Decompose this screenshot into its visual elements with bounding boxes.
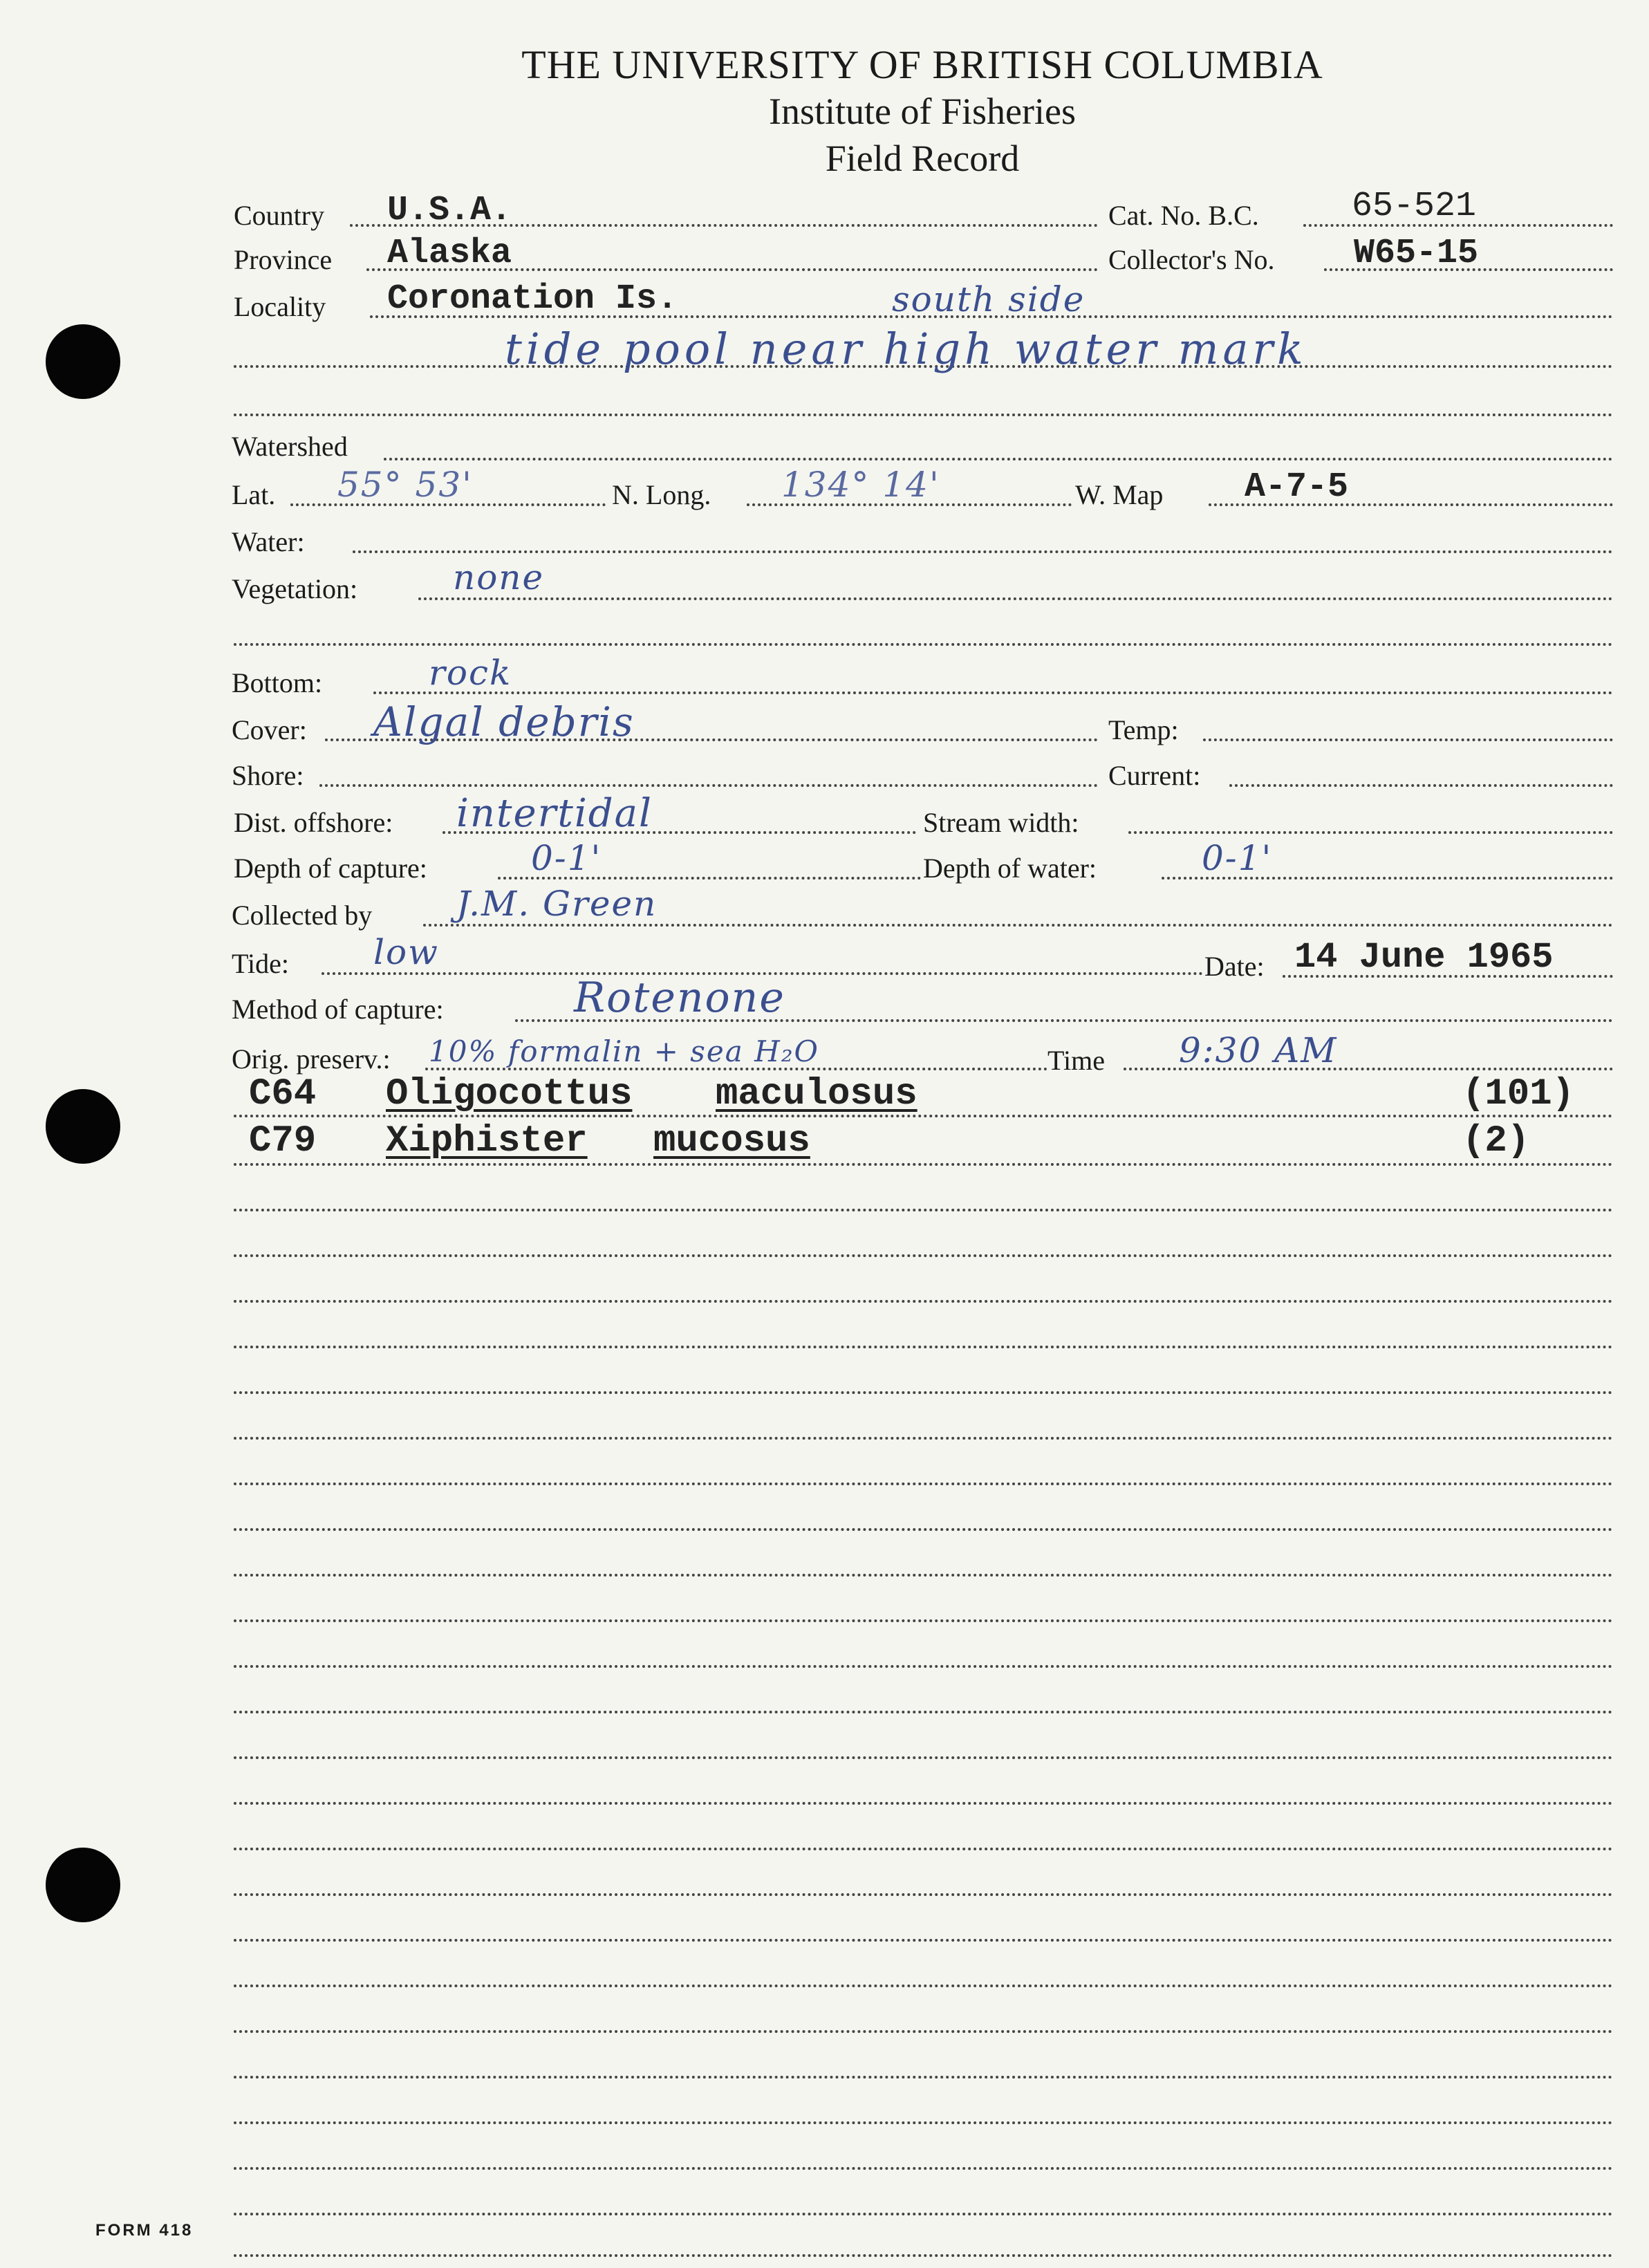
lat-value: 55° 53' [337, 465, 473, 505]
cat-no-value: 65-521 [1352, 187, 1477, 226]
map-value: A-7-5 [1245, 467, 1349, 507]
watershed-label: Watershed [232, 431, 348, 462]
blank-line [234, 1848, 1613, 1850]
tide-value: low [373, 932, 439, 972]
time-value: 9:30 AM [1179, 1030, 1338, 1070]
blank-line [234, 1802, 1613, 1805]
method-label: Method of capture: [232, 994, 444, 1025]
vegetation-line [418, 597, 1613, 600]
specimen-genus: Xiphister [386, 1120, 588, 1162]
punch-hole [46, 1089, 120, 1164]
collected-by-label: Collected by [232, 900, 373, 931]
country-value: U.S.A. [387, 191, 512, 230]
cat-no-label: Cat. No. B.C. [1108, 200, 1259, 231]
depth-capture-value: 0-1' [531, 838, 602, 878]
cover-value: Algal debris [373, 698, 635, 745]
specimen-count: (2) [1462, 1120, 1530, 1162]
blank-line [234, 2121, 1613, 2124]
dist-offshore-value: intertidal [456, 791, 653, 836]
blank-line [234, 1391, 1613, 1394]
depth-capture-label: Depth of capture: [234, 853, 427, 884]
specimen-species: mucosus [653, 1120, 810, 1162]
specimen-code: C64 [249, 1073, 317, 1115]
record-title: Field Record [825, 138, 1020, 179]
current-line [1229, 784, 1613, 787]
specimen-line [234, 1163, 1613, 1166]
form-number: FORM 418 [95, 2221, 194, 2240]
blank-line [234, 1619, 1613, 1622]
method-value: Rotenone [574, 974, 785, 1022]
stream-width-line [1128, 831, 1613, 834]
locality-note-2: tide pool near high water mark [505, 324, 1307, 374]
watershed-line [384, 458, 1613, 461]
blank-line [234, 2254, 1613, 2257]
punch-hole [46, 324, 120, 399]
vegetation-label: Vegetation: [232, 573, 358, 604]
water-label: Water: [232, 526, 305, 557]
blank-line [234, 643, 1613, 646]
locality-label: Locality [234, 291, 326, 322]
punch-hole [46, 1848, 120, 1922]
time-label: Time [1047, 1045, 1106, 1076]
collectors-no-label: Collector's No. [1108, 244, 1275, 275]
blank-line [234, 2030, 1613, 2033]
blank-line [234, 1939, 1613, 1942]
blank-line [234, 1711, 1613, 1713]
province-label: Province [234, 244, 333, 275]
collected-by-value: J.M. Green [456, 884, 658, 924]
depth-water-label: Depth of water: [923, 853, 1097, 884]
bottom-value: rock [429, 653, 512, 693]
blank-line [234, 1209, 1613, 1211]
blank-line [234, 413, 1613, 416]
blank-line [234, 2076, 1613, 2079]
specimen-code: C79 [249, 1120, 317, 1162]
current-label: Current: [1108, 760, 1201, 791]
blank-line [234, 1574, 1613, 1577]
shore-label: Shore: [232, 760, 304, 791]
bottom-line [373, 691, 1613, 694]
country-label: Country [234, 200, 325, 231]
specimen-genus: Oligocottus [386, 1073, 633, 1115]
blank-line [234, 1482, 1613, 1485]
blank-line [234, 1346, 1613, 1348]
date-label: Date: [1204, 951, 1265, 982]
blank-line [234, 1984, 1613, 1987]
blank-line [234, 1665, 1613, 1668]
locality-value: Coronation Is. [387, 279, 678, 319]
temp-line [1203, 738, 1613, 741]
depth-water-value: 0-1' [1202, 838, 1273, 878]
specimen-species: maculosus [716, 1073, 917, 1115]
bottom-label: Bottom: [232, 667, 323, 698]
specimen-count: (101) [1462, 1073, 1575, 1115]
province-value: Alaska [387, 234, 512, 273]
cover-label: Cover: [232, 714, 307, 745]
dist-offshore-label: Dist. offshore: [234, 807, 393, 838]
collectors-no-value: W65-15 [1354, 234, 1479, 273]
vegetation-value: none [453, 557, 545, 597]
locality-note: south side [892, 279, 1086, 319]
water-line [353, 550, 1613, 553]
blank-line [234, 1437, 1613, 1440]
blank-line [234, 1254, 1613, 1257]
collected-by-line [423, 924, 1613, 927]
temp-label: Temp: [1108, 714, 1179, 745]
lat-label: Lat. [232, 479, 276, 510]
shore-line [319, 784, 1098, 787]
blank-line [234, 1300, 1613, 1303]
stream-width-label: Stream width: [923, 807, 1079, 838]
map-label: W. Map [1075, 479, 1164, 510]
long-label: N. Long. [612, 479, 711, 510]
university-title: THE UNIVERSITY OF BRITISH COLUMBIA [521, 42, 1323, 87]
blank-line [234, 1893, 1613, 1896]
long-value: 134° 14' [781, 465, 940, 505]
preserv-label: Orig. preserv.: [232, 1043, 391, 1075]
blank-line [234, 2167, 1613, 2170]
tide-label: Tide: [232, 948, 290, 979]
blank-line [234, 1756, 1613, 1759]
blank-line [234, 1528, 1613, 1531]
date-value: 14 June 1965 [1294, 937, 1554, 978]
institute-title: Institute of Fisheries [769, 91, 1076, 132]
preserv-value: 10% formalin + sea H₂O [429, 1034, 819, 1068]
blank-line [234, 2213, 1613, 2215]
